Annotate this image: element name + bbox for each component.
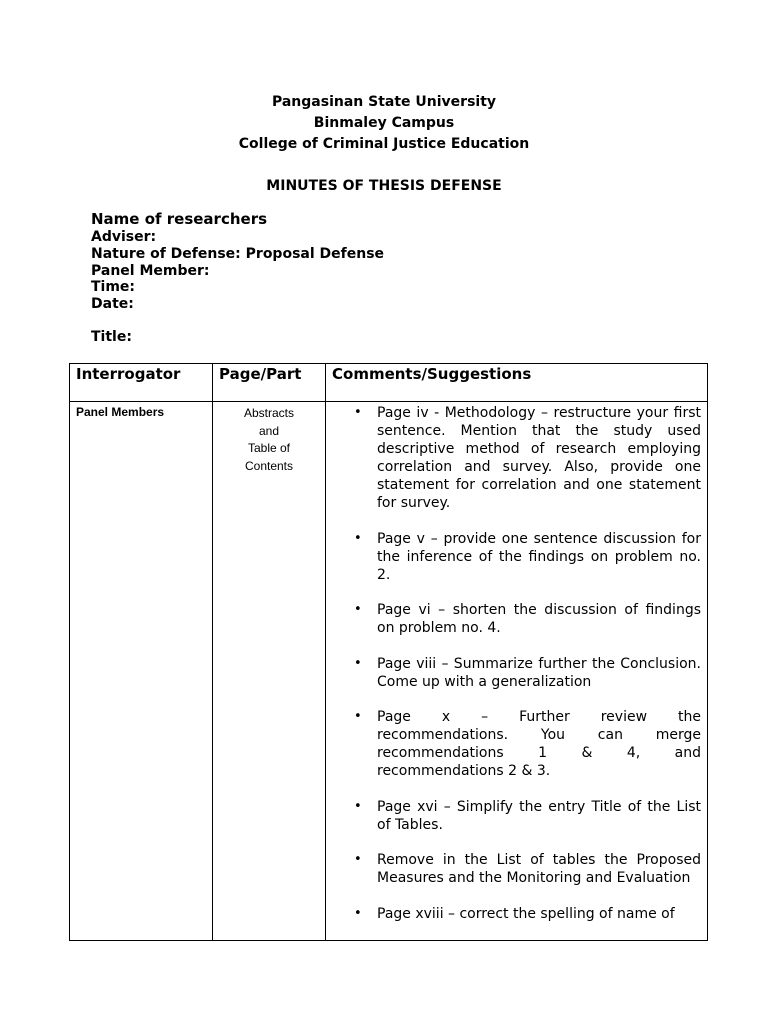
page-part-line: and <box>258 423 280 438</box>
document-header <box>0 92 768 155</box>
bullet-icon: • <box>354 905 362 921</box>
panel-member-label: Panel Member: <box>91 262 210 279</box>
table-row <box>70 402 708 941</box>
comment-text: Page xvi – Simplify the entry Title of the List of Tables. <box>377 798 701 833</box>
comment-text: Page xviii – correct the spelling of name of <box>377 905 675 922</box>
comment-text: Page viii – Summarize further the Conclusion. Come up with a generalization <box>377 655 701 690</box>
nature-of-defense: Nature of Defense: Proposal Defense <box>91 245 385 262</box>
researchers-label: Name of researchers <box>91 210 268 228</box>
page-part-line: Abstracts <box>243 406 294 420</box>
defense-info <box>91 209 384 346</box>
bullet-icon: • <box>354 655 362 671</box>
minutes-table <box>69 363 708 941</box>
time-label: Time: <box>91 279 136 296</box>
document-title: MINUTES OF THESIS DEFENSE <box>266 178 502 194</box>
title-label: Title: <box>91 328 132 345</box>
bullet-icon: • <box>354 530 362 546</box>
comment-text: Page x – Further review the recommendations. You can merge recommendations 1 & 4, and recommendations 2 & 3. <box>377 709 701 779</box>
table-header-row <box>70 364 708 402</box>
list-item <box>326 404 701 512</box>
header-page-part: Page/Part <box>213 364 326 402</box>
list-item <box>326 530 701 584</box>
list-item <box>326 905 701 923</box>
bullet-icon: • <box>354 405 362 420</box>
college-name: College of Criminal Justice Education <box>238 136 530 152</box>
bullet-icon: • <box>354 602 362 617</box>
page-part-cell <box>213 402 326 941</box>
list-item <box>326 601 701 637</box>
page-part-line: Table of <box>247 441 291 455</box>
comments-list <box>326 404 707 923</box>
comment-text: Page vi – shorten the discussion of findings on problem no. 4. <box>377 602 701 636</box>
campus-name: Binmaley Campus <box>313 115 455 131</box>
header-interrogator: Interrogator <box>70 364 213 402</box>
interrogator-value: Panel Members <box>76 405 165 419</box>
list-item <box>326 655 701 691</box>
list-item <box>326 708 701 780</box>
comment-text: Remove in the List of tables the Proposed Measures and the Monitoring and Evaluation <box>377 852 701 886</box>
bullet-icon: • <box>354 852 362 867</box>
university-name: Pangasinan State University <box>271 94 497 110</box>
interrogator-cell <box>70 402 213 941</box>
comment-text: Page v – provide one sentence discussion for the inference of the findings on problem no. 2. <box>377 530 701 583</box>
bullet-icon: • <box>354 798 362 814</box>
comments-cell <box>326 402 708 941</box>
date-label: Date: <box>91 296 134 313</box>
comment-text: Page iv - Methodology – restructure your first sentence. Mention that the study used descriptive method of research employing correlation and survey. Also, provide one statement for correlation and one statement for survey. <box>377 405 701 511</box>
page-part-line: Contents <box>244 458 294 473</box>
header-comments: Comments/Suggestions <box>326 364 708 402</box>
adviser-label: Adviser: <box>91 229 157 245</box>
list-item <box>326 851 701 887</box>
bullet-icon: • <box>354 709 362 724</box>
list-item <box>326 798 701 834</box>
page-part-value <box>213 402 325 475</box>
